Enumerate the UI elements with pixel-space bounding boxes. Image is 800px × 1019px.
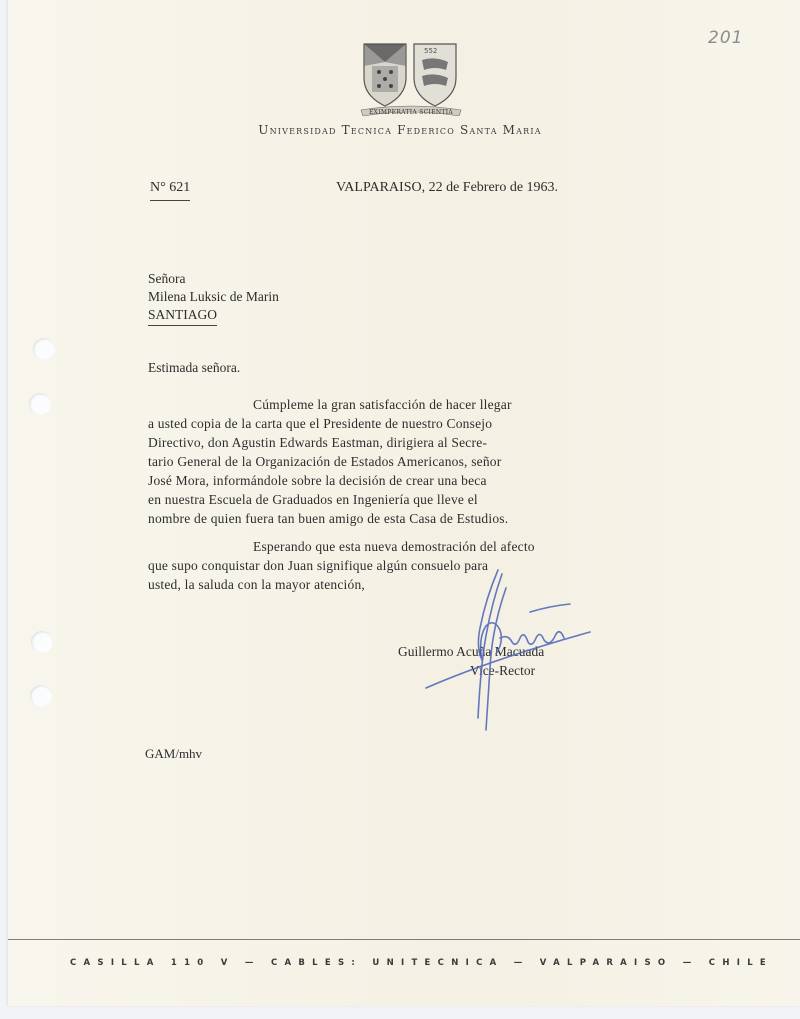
- signer-name: Guillermo Acuña Macuada: [398, 644, 545, 659]
- institution-letterhead: Universidad Tecnica Federico Santa Maria: [258, 123, 542, 137]
- reference-number: N° 621: [150, 180, 190, 201]
- paragraph-line: que supo conquistar don Juan signifique algún consuelo para: [148, 558, 489, 573]
- paragraph-line: a usted copia de la carta que el Presidente de nuestro Consejo: [148, 416, 493, 431]
- paragraph-line: nombre de quien fuera tan buen amigo de esta Casa de Estudios.: [148, 511, 509, 526]
- paragraph-line: Cúmpleme la gran satisfacción de hacer llegar: [253, 397, 512, 412]
- punch-hole: [33, 338, 55, 360]
- punch-hole: [29, 393, 51, 415]
- paragraph-line: José Mora, informándole sobre la decisión de crear una beca: [148, 473, 487, 488]
- svg-text:552: 552: [424, 47, 438, 55]
- signer-title: Vice-Rector: [470, 663, 536, 678]
- paragraph-line: Esperando que esta nueva demostración del afecto: [253, 539, 535, 554]
- footer-divider: [8, 939, 800, 940]
- handwritten-signature: [420, 568, 600, 738]
- paragraph-line: en nuestra Escuela de Graduados en Ingeniería que lleve el: [148, 492, 478, 507]
- archive-page-number: 201: [708, 28, 744, 48]
- greeting: Estimada señora.: [148, 360, 241, 375]
- punch-hole: [31, 631, 53, 653]
- paragraph-line: Directivo, don Agustin Edwards Eastman, dirigiera al Secre-: [148, 435, 488, 450]
- paragraph-line: tario General de la Organización de Estados Americanos, señor: [148, 454, 502, 469]
- svg-text:EXIMPERATIA SCIENTIA: EXIMPERATIA SCIENTIA: [368, 109, 454, 116]
- recipient-title: Señora: [148, 271, 186, 286]
- recipient-address: [148, 270, 279, 326]
- body-paragraph-1: [148, 395, 512, 528]
- university-seal-logo: [360, 40, 462, 116]
- typist-initials: GAM/mhv: [145, 746, 203, 761]
- paragraph-line: usted, la saluda con la mayor atención,: [148, 577, 365, 592]
- recipient-name: Milena Luksic de Marin: [148, 289, 279, 304]
- place-and-date: VALPARAISO, 22 de Febrero de 1963.: [336, 180, 559, 195]
- letterhead-footer: CASILLA 110 V — CABLES: UNITECNICA — VALPARAISO — CHILE: [70, 958, 774, 968]
- punch-hole: [30, 685, 52, 707]
- recipient-city: SANTIAGO: [148, 306, 217, 326]
